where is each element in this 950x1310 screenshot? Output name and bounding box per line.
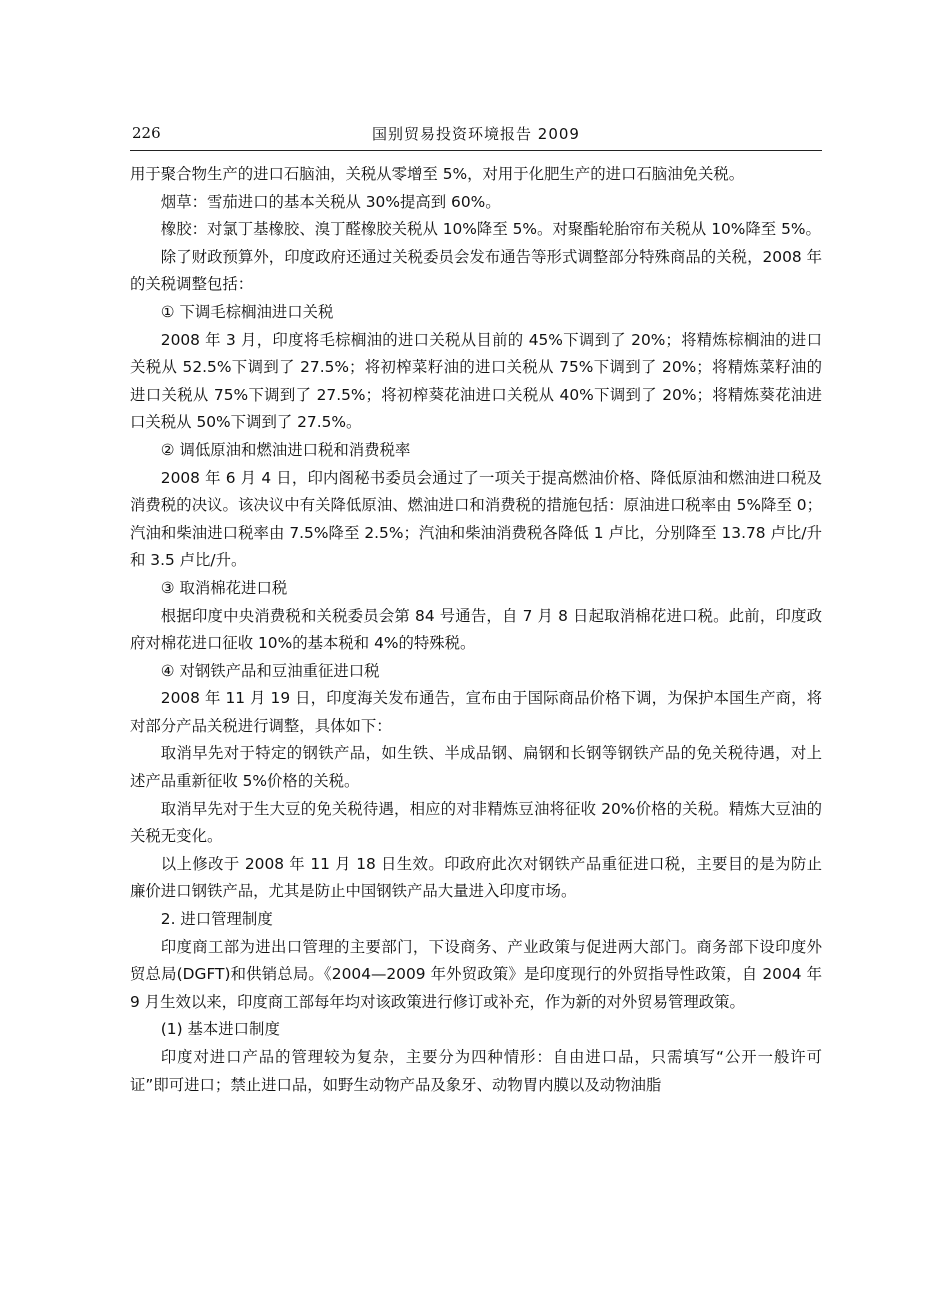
- paragraph: 2008 年 3 月，印度将毛棕榈油的进口关税从目前的 45%下调到了 20%；将精炼棕榈油的进口关税从 52.5%下调到了 27.5%；将初榨菜籽油的进口关税从 75%下调到了 20%；将精炼菜籽油的进口关税从 75%下调到了 27.5%；将初榨葵花油进口关税从 40%下调到了 20%；将精炼葵花油进口关税从 50%下调到了 27.5%。: [130, 330, 822, 432]
- page-number: 226: [132, 124, 161, 142]
- section-heading: (1) 基本进口制度: [160, 1020, 280, 1039]
- document-page: [130, 118, 822, 1099]
- paragraph: 印度对进口产品的管理较为复杂，主要分为四种情形：自由进口品，只需填写“公开一般许可证”即可进口；禁止进口品，如野生动物产品及象牙、动物胃内膜以及动物油脂: [130, 1048, 822, 1094]
- paragraph: 除了财政预算外，印度政府还通过关税委员会发布通告等形式调整部分特殊商品的关税，2008 年的关税调整包括：: [130, 247, 822, 294]
- paragraph: 烟草：雪茄进口的基本关税从 30%提高到 60%。: [160, 192, 501, 211]
- paragraph: 印度商工部为进出口管理的主要部门，下设商务、产业政策与促进两大部门。商务部下设印度外贸总局(DGFT)和供销总局。《2004—2009 年外贸政策》是印度现行的外贸指导性政策，自 2004 年 9 月生效以来，印度商工部每年均对该政策进行修订或补充，作为新的对外贸易管理政策。: [130, 937, 822, 1011]
- section-heading: ③ 取消棉花进口税: [160, 578, 288, 597]
- paragraph: 取消早先对于特定的钢铁产品，如生铁、半成品钢、扁钢和长钢等钢铁产品的免关税待遇，对上述产品重新征收 5%价格的关税。: [130, 744, 822, 791]
- paragraph: 以上修改于 2008 年 11 月 18 日生效。印政府此次对钢铁产品重征进口税，主要目的是为防止廉价进口钢铁产品，尤其是防止中国钢铁产品大量进入印度市场。: [130, 854, 822, 901]
- paragraph: 2008 年 6 月 4 日，印内阁秘书委员会通过了一项关于提高燃油价格、降低原油和燃油进口税及消费税的决议。该决议中有关降低原油、燃油进口和消费税的措施包括：原油进口税率由 5%降至 0；汽油和柴油进口税率由 7.5%降至 2.5%；汽油和柴油消费税各降低 1 卢比，分别降至 13.78 卢比/升和 3.5 卢比/升。: [130, 468, 822, 570]
- section-heading: ② 调低原油和燃油进口税和消费税率: [160, 440, 411, 459]
- paragraph: 2008 年 11 月 19 日，印度海关发布通告，宣布由于国际商品价格下调，为保护本国生产商，将对部分产品关税进行调整，具体如下：: [130, 689, 822, 735]
- running-title: 国别贸易投资环境报告 2009: [372, 125, 580, 143]
- paragraph: 用于聚合物生产的进口石脑油，关税从零增至 5%，对用于化肥生产的进口石脑油免关税。: [130, 165, 745, 183]
- section-heading: ① 下调毛棕榈油进口关税: [160, 302, 334, 321]
- body-text: [130, 161, 822, 1099]
- paragraph: 橡胶：对氯丁基橡胶、溴丁醛橡胶关税从 10%降至 5%。对聚酯轮胎帘布关税从 10%降至 5%。: [160, 220, 821, 239]
- page-header: [130, 118, 822, 151]
- section-heading: 2. 进口管理制度: [160, 910, 273, 929]
- paragraph: 根据印度中央消费税和关税委员会第 84 号通告，自 7 月 8 日起取消棉花进口税。此前，印度政府对棉花进口征收 10%的基本税和 4%的特殊税。: [130, 606, 822, 653]
- paragraph: 取消早先对于生大豆的免关税待遇，相应的对非精炼豆油将征收 20%价格的关税。精炼大豆油的关税无变化。: [130, 799, 822, 846]
- section-heading: ④ 对钢铁产品和豆油重征进口税: [160, 661, 380, 680]
